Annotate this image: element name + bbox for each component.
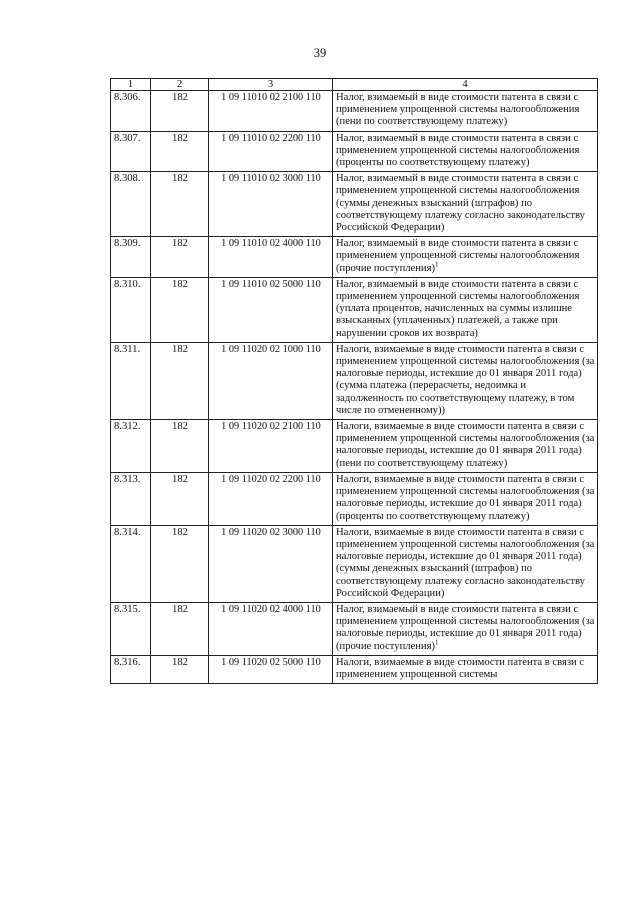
description-text: Налоги, взимаемые в виде стоимости патента в связи с применением упрощенной системы [336, 656, 585, 680]
admin-code-cell [151, 131, 209, 172]
row-number-cell [111, 237, 151, 278]
header-col-1: 1 [111, 79, 151, 91]
row-number-cell [111, 472, 151, 525]
description-text: Налоги, взимаемые в виде стоимости патента в связи с применением упрощенной системы налогообложения (за налоговые периоды, истекшие до 01 января 2011 года) (пени по соответствующему платежу) [336, 421, 595, 469]
footnote-marker: 1 [434, 638, 439, 646]
description-text: Налог, взимаемый в виде стоимости патента в связи с применением упрощенной системы налогообложения (уплата процентов, начисленных на суммы излишне взысканных (уплаченных) платежей, а также при нарушении сроков их возврата) [336, 278, 580, 339]
row-number-text: 8.307. [114, 132, 141, 144]
description-cell [333, 655, 598, 683]
budget-classification-code-text: 1 09 11020 02 5000 110 [221, 656, 321, 668]
table-row [111, 525, 598, 602]
budget-code-table [110, 78, 598, 684]
table-row [111, 277, 598, 342]
budget-classification-code-cell [209, 525, 333, 602]
budget-classification-code-text: 1 09 11020 02 4000 110 [221, 603, 321, 615]
description-cell [333, 237, 598, 278]
admin-code-cell [151, 420, 209, 473]
budget-classification-code-cell [209, 172, 333, 237]
table-row [111, 131, 598, 172]
description-text: Налог, взимаемый в виде стоимости патента в связи с применением упрощенной системы налогообложения (суммы денежных взысканий (штрафов) по соответствующему платежу согласно законодательству Российской Федерации) [336, 173, 585, 234]
row-number-text: 8.313. [114, 473, 141, 485]
budget-classification-code-text: 1 09 11020 02 2100 110 [221, 421, 321, 433]
row-number-text: 8.311. [114, 343, 141, 355]
row-number-cell [111, 131, 151, 172]
table-row [111, 472, 598, 525]
table-row [111, 172, 598, 237]
admin-code-text: 182 [172, 656, 188, 668]
table-row [111, 420, 598, 473]
budget-classification-code-text: 1 09 11020 02 1000 110 [221, 343, 321, 355]
row-number-text: 8.314. [114, 526, 141, 538]
admin-code-cell [151, 277, 209, 342]
admin-code-text: 182 [172, 173, 188, 185]
row-number-cell [111, 91, 151, 132]
description-cell [333, 420, 598, 473]
table-row [111, 655, 598, 683]
description-text: Налоги, взимаемые в виде стоимости патента в связи с применением упрощенной системы налогообложения (за налоговые периоды, истекшие до 01 января 2011 года) (суммы денежных взысканий (штрафов) по соответствующему платежу согласно законодательству Российской Федерации) [336, 526, 595, 599]
description-cell [333, 525, 598, 602]
table-row [111, 342, 598, 419]
budget-classification-code-text: 1 09 11010 02 5000 110 [221, 278, 321, 290]
admin-code-cell [151, 342, 209, 419]
page-number: 39 [313, 46, 327, 60]
budget-classification-code-cell [209, 655, 333, 683]
row-number-cell [111, 342, 151, 419]
row-number-text: 8.310. [114, 278, 141, 290]
description-cell [333, 602, 598, 655]
admin-code-cell [151, 655, 209, 683]
admin-code-text: 182 [172, 343, 188, 355]
row-number-cell [111, 277, 151, 342]
description-text: Налог, взимаемый в виде стоимости патента в связи с применением упрощенной системы налогообложения (за налоговые периоды, истекшие до 01 января 2011 года) (прочие поступления) [336, 603, 595, 652]
admin-code-cell [151, 237, 209, 278]
budget-classification-code-cell [209, 472, 333, 525]
table-body [111, 91, 598, 684]
budget-classification-code-cell [209, 91, 333, 132]
description-text: Налог, взимаемый в виде стоимости патента в связи с применением упрощенной системы налогообложения (проценты по соответствующему платежу) [336, 132, 580, 169]
admin-code-text: 182 [172, 238, 188, 250]
budget-classification-code-cell [209, 237, 333, 278]
admin-code-text: 182 [172, 278, 188, 290]
admin-code-text: 182 [172, 603, 188, 615]
budget-classification-code-text: 1 09 11010 02 4000 110 [221, 238, 321, 250]
budget-classification-code-cell [209, 420, 333, 473]
admin-code-cell [151, 91, 209, 132]
budget-classification-code-text: 1 09 11020 02 2200 110 [221, 473, 321, 485]
budget-classification-code-text: 1 09 11010 02 2200 110 [221, 132, 321, 144]
header-col-3: 3 [209, 79, 333, 91]
row-number-cell [111, 602, 151, 655]
row-number-text: 8.315. [114, 603, 141, 615]
admin-code-cell [151, 472, 209, 525]
admin-code-cell [151, 525, 209, 602]
table-row [111, 91, 598, 132]
row-number-text: 8.309. [114, 238, 141, 250]
header-col-2: 2 [151, 79, 209, 91]
admin-code-text: 182 [172, 92, 188, 103]
budget-classification-code-text: 1 09 11020 02 3000 110 [221, 526, 321, 538]
description-text: Налог, взимаемый в виде стоимости патента в связи с применением упрощенной системы налогообложения (прочие поступления) [336, 238, 580, 274]
admin-code-cell [151, 172, 209, 237]
budget-classification-code-text: 1 09 11010 02 2100 110 [221, 92, 321, 103]
description-cell [333, 172, 598, 237]
admin-code-text: 182 [172, 132, 188, 144]
admin-code-text: 182 [172, 473, 188, 485]
admin-code-text: 182 [172, 421, 188, 433]
row-number-text: 8.316. [114, 656, 141, 668]
description-cell [333, 277, 598, 342]
table-row [111, 602, 598, 655]
table-row [111, 237, 598, 278]
header-col-4: 4 [333, 79, 598, 91]
row-number-text: 8.308. [114, 173, 141, 185]
row-number-cell [111, 420, 151, 473]
description-cell [333, 131, 598, 172]
footnote-marker: 1 [434, 260, 439, 269]
budget-classification-code-cell [209, 342, 333, 419]
description-text: Налог, взимаемый в виде стоимости патента в связи с применением упрощенной системы налогообложения (пени по соответствующему платежу) [336, 92, 580, 128]
row-number-cell [111, 172, 151, 237]
admin-code-text: 182 [172, 526, 188, 538]
description-cell [333, 342, 598, 419]
row-number-cell [111, 655, 151, 683]
budget-classification-code-text: 1 09 11010 02 3000 110 [221, 173, 321, 185]
description-cell [333, 91, 598, 132]
budget-classification-code-cell [209, 277, 333, 342]
budget-classification-code-cell [209, 131, 333, 172]
table-header [111, 79, 598, 91]
description-cell [333, 472, 598, 525]
row-number-text: 8.306. [114, 92, 141, 103]
description-text: Налоги, взимаемые в виде стоимости патента в связи с применением упрощенной системы налогообложения (за налоговые периоды, истекшие до 01 января 2011 года) (проценты по соответствующему платежу) [336, 473, 595, 522]
row-number-text: 8.312. [114, 421, 141, 433]
admin-code-cell [151, 602, 209, 655]
budget-classification-code-cell [209, 602, 333, 655]
description-text: Налоги, взимаемые в виде стоимости патента в связи с применением упрощенной системы налогообложения (за налоговые периоды, истекшие до 01 января 2011 года) (сумма платежа (перерасчеты, недоимка и задолженность по соответствующему платежу, в том числе по отмененному)) [336, 343, 595, 416]
row-number-cell [111, 525, 151, 602]
